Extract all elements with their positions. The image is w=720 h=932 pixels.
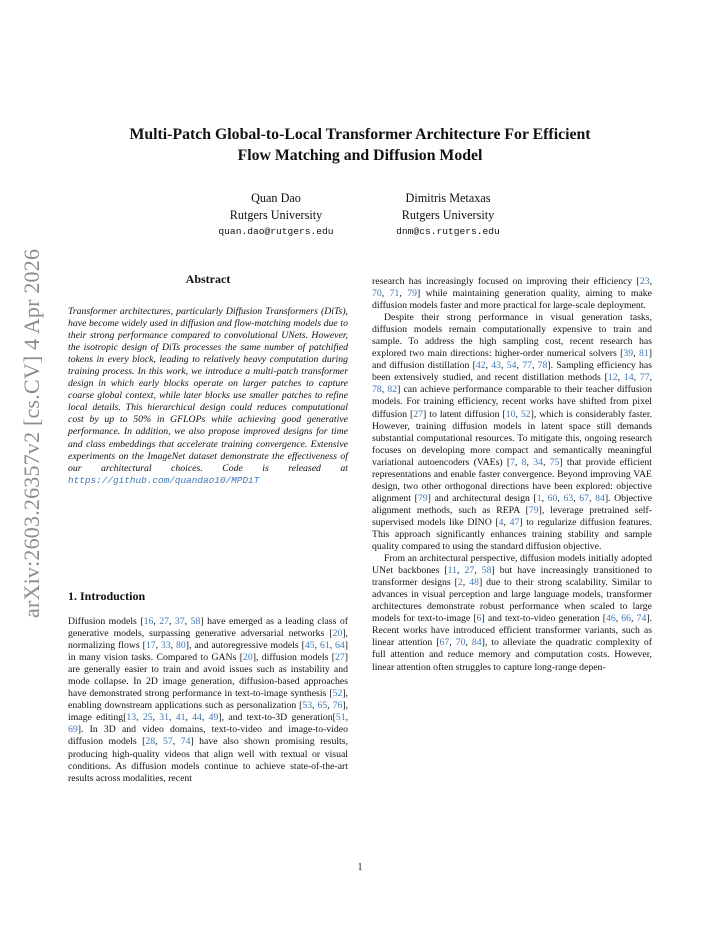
citation-link[interactable]: 61 — [319, 640, 330, 652]
author-name: Dimitris Metaxas — [405, 191, 491, 205]
citation-link[interactable]: 16 — [143, 616, 154, 627]
citation-link[interactable]: 27 — [335, 652, 345, 664]
citation-link[interactable]: 74 — [636, 613, 647, 625]
page-number: 1 — [357, 862, 363, 873]
citation-link[interactable]: 13 — [126, 712, 137, 724]
citation-link[interactable]: 25 — [142, 712, 153, 724]
citation-link[interactable]: 33 — [160, 640, 171, 652]
citation-link[interactable]: 60 — [547, 492, 558, 504]
citation-link[interactable]: 27 — [413, 408, 424, 420]
citation-link[interactable]: 11 — [447, 565, 457, 577]
citation-link[interactable]: 41 — [175, 712, 186, 724]
citation-link[interactable]: 4 — [498, 516, 504, 528]
title-line-2: Flow Matching and Diffusion Model — [237, 147, 483, 164]
abstract-text: Transformer architectures, particularly Diffusion Transformers (DiTs), have become widely used in diffusion and flow-matching models due to their strong performance compared to convolutional UNets. However, the isotropic design of DiTs processes the same number of patchified tokens in every block, leading to relatively heavy computation during training process. In this work, we introduce a multi-patch transformer design in which early blocks operate on larger patches to capture coarse global context, while later blocks use smaller patches to refine local details. This hierarchical design could reduces computational cost by up to 50% in GFLOPs while achieving good generative performance. In addition, we also propose improved designs for time and class embeddings that accelerate training convergence. Extensive experiments on the ImageNet dataset demonstrate the effectiveness of our architectural choices. Code is released at — [68, 306, 348, 474]
paragraph: Diffusion models [16, 27, 37, 58] have emerged as a leading class of generative models, surpassing generative adversarial networks [20], normalizing flows [17, 33, 80], and autoregressive models [45, 61, 64] in many vision tasks. Compared to GANs [20], diffusion models [27] are generally easier to train and avoid issues such as instability and mode collapse. In 2D image generation, diffusion-based approaches have demonstrated strong performance in text-to-image synthesis [52], enabling downstream applications such as personalization [53, 65, 76], image editing[13, 25, 31, 41, 44, 49], and text-to-3D generation[51, 69]. In 3D and video domains, text-to-video and image-to-video diffusion models [28, 57, 74] have also shown promising results, producing high-quality videos that align well with textual or visual conditions. As diffusion models continue to achieve state-of-the-art results across modalities, recent — [68, 616, 349, 784]
citation-link[interactable]: 34 — [533, 456, 543, 468]
intro-column — [68, 616, 348, 785]
citation-link[interactable]: 27 — [464, 565, 475, 577]
citation-link[interactable]: 78 — [372, 384, 382, 396]
author-block — [191, 190, 361, 240]
paragraph: From an architectural perspective, diffusion models initially adopted UNet backbones [11, 27, 58] but have increasingly transitioned to transformer designs [2, 48] due to their strong scalability. Similar to advances in visual perception and large language models, transformer architectures demonstrate robust performance when scaled to large models for text-to-image [6] and text-to-video generation [46, 66, 74]. Recent works have introduced efficient transformer variants, such as linear attention [67, 70, 84], to alleviate the quadratic complexity of full attention and reduce memory and computation costs. However, linear attention often struggles to capture long-range depen- — [372, 553, 653, 673]
citation-link[interactable]: 7 — [510, 456, 515, 468]
citation-link[interactable]: 8 — [521, 456, 527, 468]
citation-link[interactable]: 48 — [469, 577, 479, 589]
citation-link[interactable]: 57 — [163, 736, 173, 748]
citation-link[interactable]: 65 — [317, 700, 328, 712]
title-line-1: Multi-Patch Global-to-Local Transformer Architecture For Efficient — [129, 126, 591, 143]
citation-link[interactable]: 39 — [623, 348, 634, 360]
citation-link[interactable]: 81 — [639, 348, 649, 360]
section-heading: 1. Introduction — [68, 589, 146, 603]
citation-link[interactable]: 79 — [417, 492, 428, 504]
citation-link[interactable]: 80 — [176, 640, 186, 652]
citation-link[interactable]: 71 — [389, 288, 400, 300]
citation-link[interactable]: 77 — [639, 372, 650, 384]
code-link[interactable]: https://github.com/quandao10/MPDiT — [68, 474, 260, 486]
citation-link[interactable]: 52 — [520, 408, 531, 420]
right-column — [372, 276, 652, 674]
citation-link[interactable]: 28 — [145, 736, 156, 748]
citation-link[interactable]: 84 — [471, 637, 482, 649]
citation-link[interactable]: 70 — [372, 288, 382, 300]
citation-link[interactable]: 64 — [335, 640, 345, 652]
citation-link[interactable]: 67 — [579, 492, 590, 504]
citation-link[interactable]: 58 — [190, 616, 201, 627]
citation-link[interactable]: 70 — [455, 637, 466, 649]
citation-link[interactable]: 79 — [528, 504, 539, 516]
citation-link[interactable]: 74 — [180, 736, 191, 748]
citation-link[interactable]: 2 — [457, 577, 463, 589]
author-email[interactable]: quan.dao@rutgers.edu — [218, 226, 334, 237]
citation-link[interactable]: 45 — [304, 640, 315, 652]
citation-link[interactable]: 58 — [481, 565, 492, 577]
paragraph: research has increasingly focused on improving their efficiency [23, 70, 71, 79] while maintaining generation quality, aiming to make diffusion models faster and more practical for large-scale deployment. — [372, 276, 653, 312]
author-email[interactable]: dnm@cs.rutgers.edu — [396, 226, 500, 237]
citation-link[interactable]: 78 — [537, 360, 548, 372]
citation-link[interactable]: 76 — [332, 700, 343, 712]
citation-link[interactable]: 66 — [621, 613, 632, 625]
citation-link[interactable]: 6 — [476, 613, 482, 625]
citation-link[interactable]: 1 — [536, 492, 542, 504]
paragraph: Despite their strong performance in visual generation tasks, diffusion models remain computationally expensive to train and sample. To address the high sampling cost, recent research has explored two main directions: higher-order numerical solvers [39, 81] and diffusion distillation [42, 43, 54, 77, 78]. Sampling efficiency has been extensively studied, and recent distillation methods [12, 14, 77, 78, 82] can achieve performance comparable to their teacher diffusion models. For training efficiency, recent works have shifted from pixel diffusion [27] to latent diffusion [10, 52], which is considerably faster. However, training diffusion models in latent space still demands substantial computational resources. To mitigate this, ongoing research focuses on developing more compact and semantically meaningful variational autoencoders (VAEs) [7, 8, 34, 75] that provide efficient representations and enable faster convergence. Beyond improving VAE design, two other orthogonal directions have been explored: objective alignment [79] and architectural design [1, 60, 63, 67, 84]. Objective alignment methods, such as REPA [79], leverage pretrained self-supervised models like DINO [4, 47] to regularize diffusion features. This approach significantly enhances training stability and sample quality compared to using the standard diffusion objective. — [372, 312, 653, 553]
paper-title — [60, 124, 660, 166]
citation-link[interactable]: 82 — [387, 384, 398, 396]
citation-link[interactable]: 63 — [563, 492, 574, 504]
citation-link[interactable]: 37 — [174, 616, 185, 627]
citation-link[interactable]: 44 — [192, 712, 202, 724]
citation-link[interactable]: 23 — [639, 276, 650, 287]
abstract-body — [68, 306, 348, 487]
citation-link[interactable]: 20 — [243, 652, 253, 664]
arxiv-watermark: arXiv:2603.26357v2 [cs.CV] 4 Apr 2026 — [19, 248, 44, 618]
citation-link[interactable]: 77 — [522, 360, 532, 372]
citation-link[interactable]: 12 — [607, 372, 618, 384]
citation-link[interactable]: 79 — [407, 288, 417, 300]
author-affiliation: Rutgers University — [229, 208, 323, 222]
abstract-heading: Abstract — [185, 272, 231, 286]
author-affiliation: Rutgers University — [401, 208, 495, 222]
citation-link[interactable]: 31 — [159, 712, 170, 724]
citation-link[interactable]: 47 — [509, 516, 520, 528]
citation-link[interactable]: 49 — [208, 712, 219, 724]
citation-link[interactable]: 67 — [439, 637, 450, 649]
citation-link[interactable]: 53 — [302, 700, 313, 712]
author-block — [363, 190, 533, 240]
citation-link[interactable]: 51 — [335, 712, 346, 724]
citation-link[interactable]: 54 — [506, 360, 517, 372]
citation-link[interactable]: 10 — [505, 408, 516, 420]
citation-link[interactable]: 75 — [549, 456, 560, 468]
citation-link[interactable]: 84 — [595, 492, 605, 504]
citation-link[interactable]: 14 — [623, 372, 634, 384]
citation-link[interactable]: 42 — [475, 360, 486, 372]
citation-link[interactable]: 52 — [332, 688, 343, 700]
citation-link[interactable]: 46 — [605, 613, 616, 625]
citation-link[interactable]: 27 — [159, 616, 169, 627]
citation-link[interactable]: 69 — [68, 724, 78, 736]
author-name: Quan Dao — [251, 191, 301, 205]
citation-link[interactable]: 20 — [332, 628, 343, 640]
citation-link[interactable]: 17 — [145, 640, 156, 652]
citation-link[interactable]: 43 — [491, 360, 502, 372]
